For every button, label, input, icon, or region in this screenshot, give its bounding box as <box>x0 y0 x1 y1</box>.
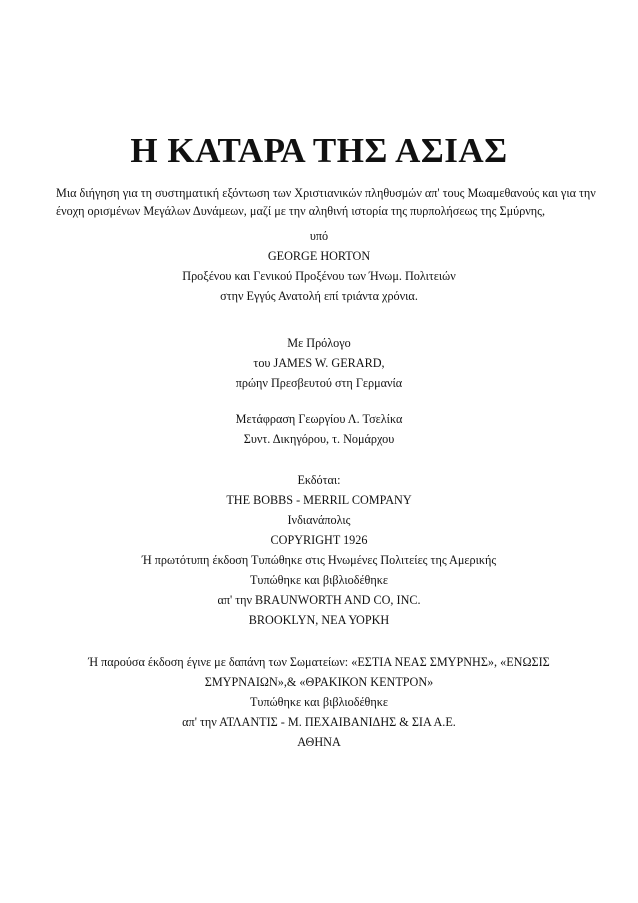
preface-block <box>0 333 638 393</box>
publisher-block <box>0 470 638 630</box>
author-role: στην Εγγύς Ανατολή επί τριάντα χρόνια. <box>220 289 418 303</box>
translator-name: Μετάφραση Γεωργίου Λ. Τσελίκα <box>235 412 403 426</box>
edition-block <box>0 652 638 752</box>
intro-line: ένοχη ορισμένων Μεγάλων Δυνάμεων, μαζί με την αληθινή ιστορία της πυρπολήσεως της Σμύρνης, <box>56 204 546 218</box>
author-block <box>0 226 638 306</box>
printer-name: απ' την ΑΤΛΑΝΤΙΣ - Μ. ΠΕΧΑΙΒΑΝΙΔΗΣ & ΣΙΑ Α.Ε. <box>182 715 456 729</box>
printed-note: Τυπώθηκε και βιβλιοδέθηκε <box>249 573 389 587</box>
publisher-label: Εκδόται: <box>297 473 341 487</box>
copyright-line: COPYRIGHT 1926 <box>270 533 368 547</box>
printed-note: Τυπώθηκε και βιβλιοδέθηκε <box>249 695 389 709</box>
printer-location: BROOKLYN, ΝΕΑ ΥΟΡΚΗ <box>248 613 390 627</box>
publisher-name: THE BOBBS - MERRIL COMPANY <box>226 493 412 507</box>
preface-author: του JAMES W. GERARD, <box>253 356 385 370</box>
translator-role: Συντ. Δικηγόρου, τ. Νομάρχου <box>243 432 395 446</box>
preface-label: Με Πρόλογο <box>287 336 351 350</box>
edition-note: ΣΜΥΡΝΑΙΩΝ»,& «ΘΡΑΚΙΚΟΝ ΚΕΝΤΡΟΝ» <box>204 675 434 689</box>
book-title: Η ΚΑΤΑΡΑ ΤΗΣ ΑΣΙΑΣ <box>130 131 508 170</box>
translation-block <box>0 409 638 449</box>
intro-line: Μια διήγηση για τη συστηματική εξόντωση των Χριστιανικών πληθυσμών απ' τους Μωαμεθανούς και για την <box>56 186 596 200</box>
printer-name: απ' την BRAUNWORTH AND CO, INC. <box>217 593 421 607</box>
author-by: υπό <box>309 229 329 243</box>
intro-description <box>56 184 596 220</box>
edition-note: Ή παρούσα έκδοση έγινε με δαπάνη των Σωματείων: «ΕΣΤΙΑ ΝΕΑΣ ΣΜΥΡΝΗΣ», «ΕΝΩΣΙΣ <box>88 655 550 669</box>
original-edition-note: Ή πρωτότυπη έκδοση Τυπώθηκε στις Ηνωμένες Πολιτείες της Αμερικής <box>141 553 497 567</box>
edition-city: ΑΘΗΝΑ <box>297 735 341 749</box>
author-name: GEORGE HORTON <box>267 249 371 263</box>
publisher-city: Ινδιανάπολις <box>287 513 351 527</box>
preface-role: πρώην Πρεσβευτού στη Γερμανία <box>235 376 403 390</box>
author-role: Προξένου και Γενικού Προξένου των Ήνωμ. Πολιτειών <box>182 269 456 283</box>
